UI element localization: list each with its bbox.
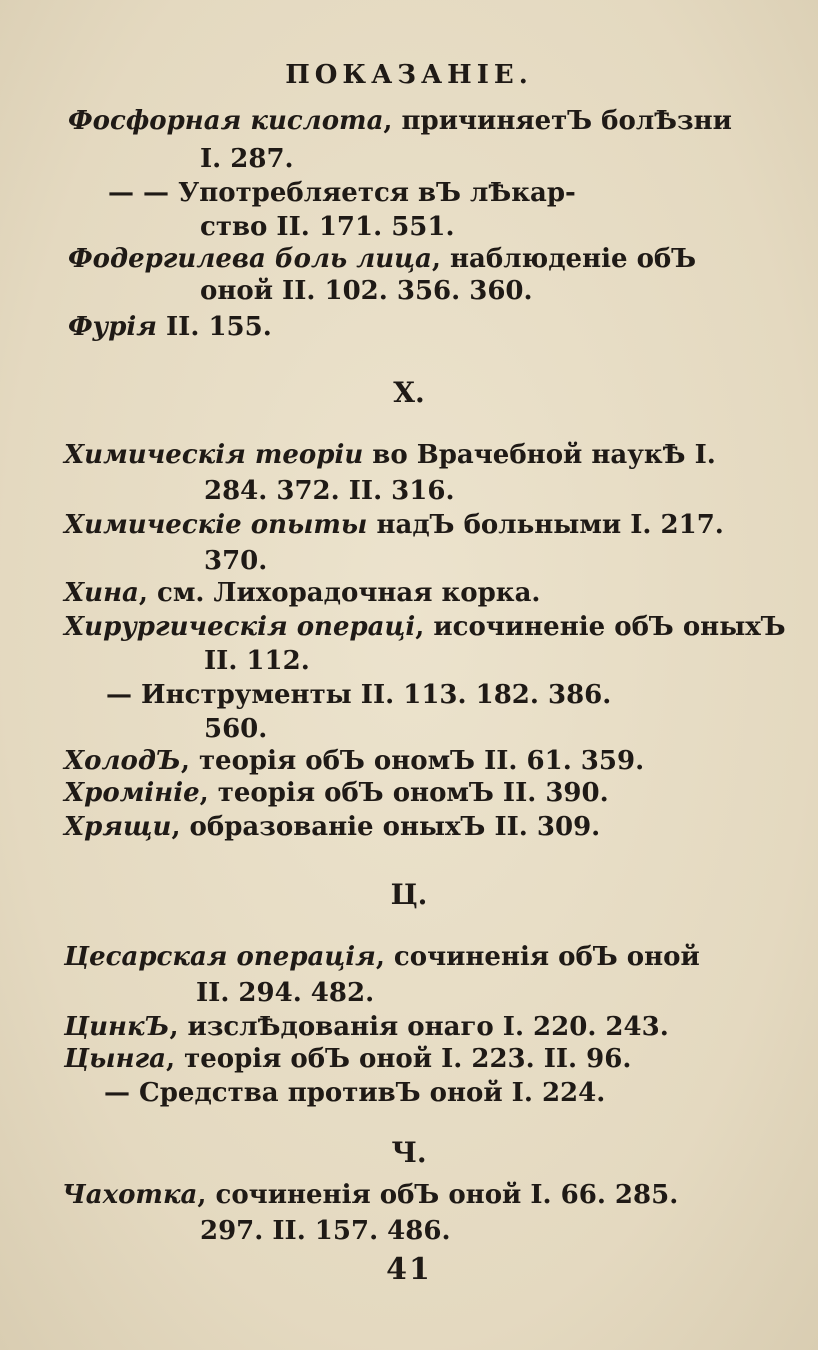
- entry-text: , см. Лихорадочная корка.: [138, 578, 541, 608]
- entry-text: , изслѢдованія онаго I. 220. 243.: [169, 1012, 669, 1042]
- index-entry: [68, 244, 696, 274]
- entry-term: Цесарская операція: [64, 942, 376, 972]
- entry-text: , теорія обЪ ономЪ II. 61. 359.: [180, 746, 645, 776]
- index-entry: [64, 510, 724, 540]
- index-entry: [64, 1044, 631, 1074]
- entry-term: Хирургическія операці: [64, 612, 416, 642]
- entry-text: надЪ больными I. 217.: [367, 510, 724, 540]
- entry-subitem: — Инструменты II. 113. 182. 386.: [106, 680, 612, 710]
- entry-continuation: II. 112.: [204, 646, 310, 676]
- entry-text: , сочиненія обЪ оной: [375, 942, 700, 972]
- entry-continuation: 560.: [204, 714, 268, 744]
- index-entry: [64, 1012, 669, 1042]
- index-entry: [64, 746, 644, 776]
- entry-text: , причиняетЪ болѢзни: [383, 106, 732, 136]
- page-number: 41: [386, 1252, 432, 1287]
- entry-text: , теорія обЪ ономЪ II. 390.: [199, 778, 609, 808]
- entry-continuation: 370.: [204, 546, 268, 576]
- section-letter: Ц.: [390, 878, 428, 911]
- entry-term: Чахотка: [62, 1180, 198, 1210]
- entry-term: Хромініе: [64, 778, 200, 808]
- section-letter: Ч.: [391, 1136, 427, 1169]
- entry-term: Хрящи: [64, 812, 172, 842]
- entry-term: ХолодЪ: [64, 746, 181, 776]
- entry-text: во Врачебной наукѢ I.: [363, 440, 716, 470]
- entry-term: ЦинкЪ: [64, 1012, 170, 1042]
- section-letter: Х.: [393, 376, 425, 409]
- entry-continuation: оной II. 102. 356. 360.: [200, 276, 533, 306]
- entry-text: , образованіе оныхЪ II. 309.: [171, 812, 601, 842]
- entry-continuation: ство II. 171. 551.: [200, 212, 455, 242]
- entry-term: Цынга: [64, 1044, 167, 1074]
- entry-term: Химическія теоріи: [64, 440, 364, 470]
- index-entry: [64, 778, 609, 808]
- entry-term: Химическіе опыты: [64, 510, 368, 540]
- entry-term: Фурія: [68, 312, 157, 342]
- entry-term: Фодергилева боль лица: [68, 244, 432, 274]
- entry-subitem: — — Употребляется вЪ лѢкар-: [108, 178, 576, 208]
- page-header: ПОКАЗАНІЕ.: [285, 60, 533, 90]
- entry-continuation: II. 294. 482.: [196, 978, 375, 1008]
- entry-subitem: — Средства противЪ оной I. 224.: [104, 1078, 606, 1108]
- entry-continuation: I. 287.: [200, 144, 294, 174]
- index-entry: [64, 942, 700, 972]
- index-entry: [68, 312, 272, 342]
- entry-text: , наблюденіе обЪ: [431, 244, 697, 274]
- entry-text: II. 155.: [156, 312, 272, 342]
- entry-text: , теорія обЪ оной I. 223. II. 96.: [166, 1044, 632, 1074]
- entry-text: , сочиненія обЪ оной I. 66. 285.: [197, 1180, 679, 1210]
- index-entry: [68, 106, 732, 136]
- entry-term: Хина: [64, 578, 139, 608]
- index-entry: [62, 1180, 678, 1210]
- index-entry: [64, 612, 786, 642]
- index-entry: [64, 440, 716, 470]
- entry-continuation: 297. II. 157. 486.: [200, 1216, 451, 1246]
- entry-text: , исочиненіе обЪ оныхЪ: [415, 612, 786, 642]
- index-entry: [64, 812, 600, 842]
- index-entry: [64, 578, 540, 608]
- entry-continuation: 284. 372. II. 316.: [204, 476, 455, 506]
- entry-term: Фосфорная кислота: [68, 106, 384, 136]
